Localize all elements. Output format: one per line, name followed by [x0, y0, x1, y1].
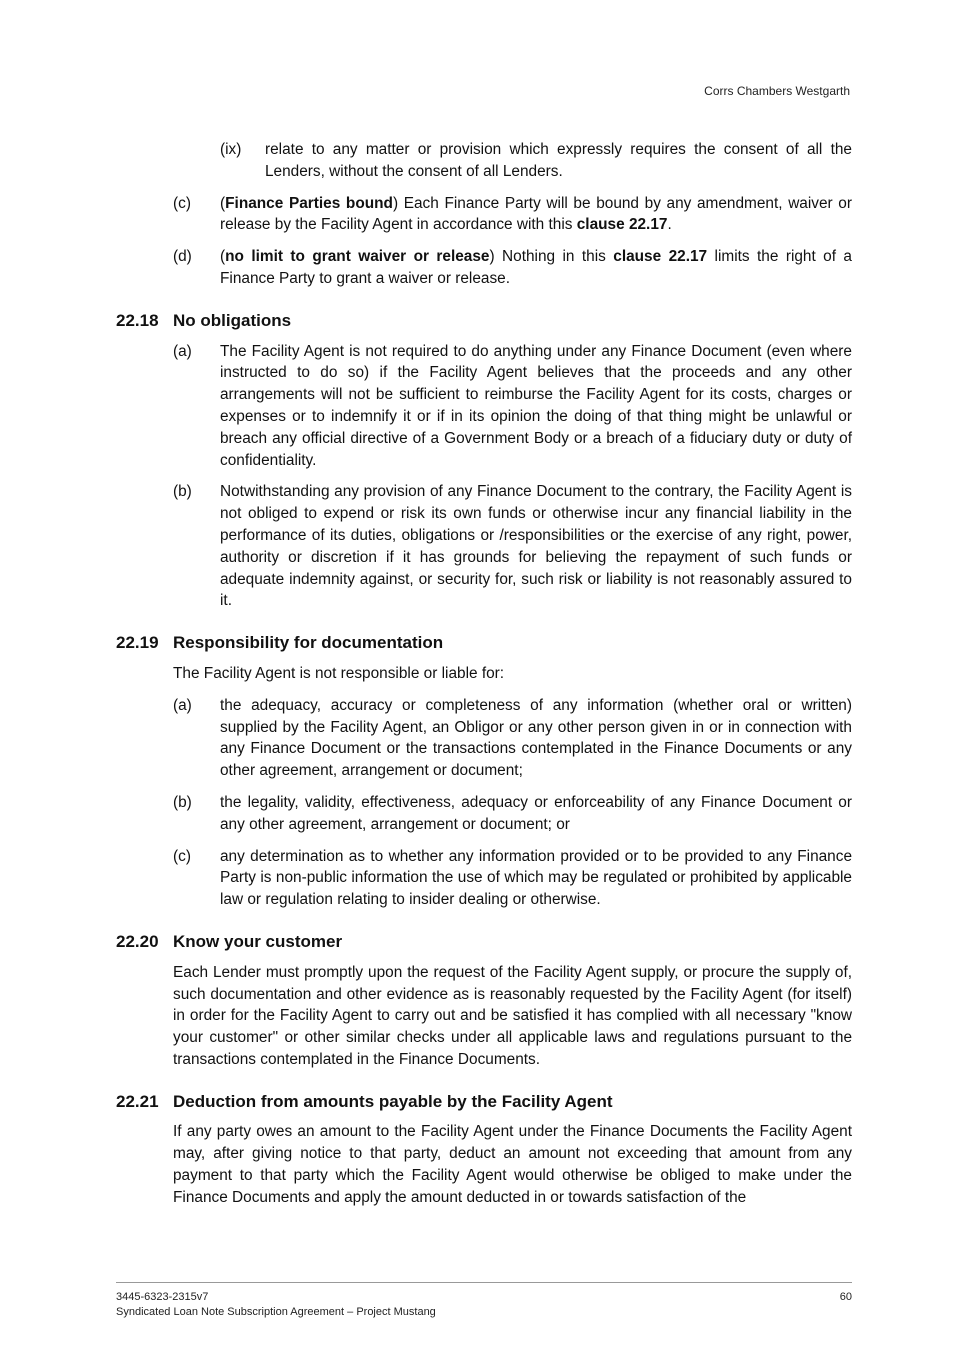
item-text: Each Finance Party will be bound by any amendment, waiver or release by the Facility Agent in accordance with this [220, 194, 852, 234]
item-label: (ix) [220, 141, 242, 158]
list-item [116, 695, 852, 782]
section-heading-2219 [116, 632, 852, 654]
item-label: (a) [173, 696, 192, 714]
list-item [116, 139, 852, 183]
clause-reference: clause 22.17 [576, 216, 668, 234]
item-text: relate to any matter or provision which expressly requires the consent of all the Lenders, without the consent of all Lenders. [265, 141, 852, 180]
item-label: (d) [173, 248, 192, 266]
footer-document-ref: 3445-6323-2315v7 [116, 1291, 209, 1303]
list-item [116, 792, 852, 836]
section-title: Deduction from amounts payable by the Facility Agent [173, 1091, 613, 1111]
section-heading-2221 [116, 1091, 852, 1113]
item-text: Nothing in this [494, 248, 614, 266]
page-number: 60 [839, 1291, 852, 1303]
section-number: 22.20 [116, 931, 159, 951]
item-label: (b) [173, 483, 192, 501]
clause-reference: clause 22.17 [613, 248, 708, 266]
item-heading: no limit to grant waiver or release [225, 248, 490, 266]
section-heading-2220 [116, 931, 852, 953]
list-item: (c) (Finance Parties bound) Each Finance Party will be bound by any amendment, waiver or release by the Facility Agent in accordance with this clause 22.17. [173, 194, 852, 234]
item-label: (c) [173, 847, 191, 865]
footer-document-title: Syndicated Loan Note Subscription Agreement – Project Mustang [116, 1306, 436, 1318]
item-text: the adequacy, accuracy or completeness of any information (whether oral or written) supplied by the Facility Agent, an Obligor or any other person given in or in connection with any Finance Document or the transactions contemplated in the Finance Documents or any other agreement, arrangement or document; [220, 696, 852, 780]
item-text: The Facility Agent is not required to do anything under any Finance Document (even where instructed to do so) if the Facility Agent believes that the proceeds and any other arrangements will not be sufficient to reimburse the Facility Agent for its costs, charges or expenses or to indemnify it or if in its opinion the doing of that thing might be unlawful or breach any official directive of a Government Body or a breach of a fiduciary duty or duty of confidentiality. [220, 342, 852, 469]
footer-divider [116, 1282, 852, 1283]
item-label: (a) [173, 342, 192, 360]
document-body [116, 139, 852, 1219]
item-text: Notwithstanding any provision of any Finance Document to the contrary, the Facility Agent is not obliged to expend or risk its own funds or otherwise incur any financial liability in the performance of its duties, obligations or /responsibilities or the exercise of any right, power, authority or discretion if it has grounds for believing the repayment of such funds or adequate indemnity against, or security for, such risk or liability is not reasonably assured to it. [220, 483, 852, 610]
section-number: 22.18 [116, 310, 159, 330]
item-label: (c) [173, 194, 191, 212]
list-item: (d) (no limit to grant waiver or release) Nothing in this clause 22.17 limits the right of a Finance Party to grant a waiver or release. [173, 248, 852, 287]
section-number: 22.21 [116, 1091, 159, 1111]
item-text-tail: limits the right of a Finance Party to grant a waiver or release. [220, 248, 852, 287]
item-text: the legality, validity, effectiveness, adequacy or enforceability of any Finance Document or any other agreement, arrangement or document; or [220, 793, 852, 833]
section-intro: The Facility Agent is not responsible or liable for: [173, 664, 505, 682]
item-heading: Finance Parties bound [225, 194, 393, 212]
header-firm-name: Corrs Chambers Westgarth [704, 84, 850, 98]
item-label: (b) [173, 793, 192, 811]
list-item [116, 846, 852, 911]
section-title: Responsibility for documentation [173, 633, 444, 653]
item-text: any determination as to whether any information provided or to be provided to any Finance Party is non-public information the use of which may be regulated or prohibited by applicable law or regulation relating to insider dealing or otherwise. [220, 847, 852, 909]
list-item [116, 341, 852, 472]
section-number: 22.19 [116, 633, 159, 653]
section-title: No obligations [173, 310, 292, 330]
list-item [116, 481, 852, 612]
section-body: If any party owes an amount to the Facility Agent under the Finance Documents the Facility Agent may, after giving notice to that party, deduct an amount not exceeding that amount from any payment to that party which the Facility Agent would otherwise be obliged to make under the Finance Documents and apply the amount deducted in or towards satisfaction of the [173, 1123, 852, 1206]
section-body: Each Lender must promptly upon the request of the Facility Agent supply, or procure the supply of, such documentation and other evidence as is reasonably requested by the Facility Agent (for itself) in order for the Facility Agent to carry out and be satisfied it has complied with all necessary "know your customer" or other similar checks under all applicable laws and regulations pursuant to the transactions contemplated in the Finance Documents. [173, 963, 852, 1068]
section-heading-2218 [116, 310, 852, 332]
section-title: Know your customer [173, 931, 343, 951]
item-text-tail: . [667, 216, 672, 234]
